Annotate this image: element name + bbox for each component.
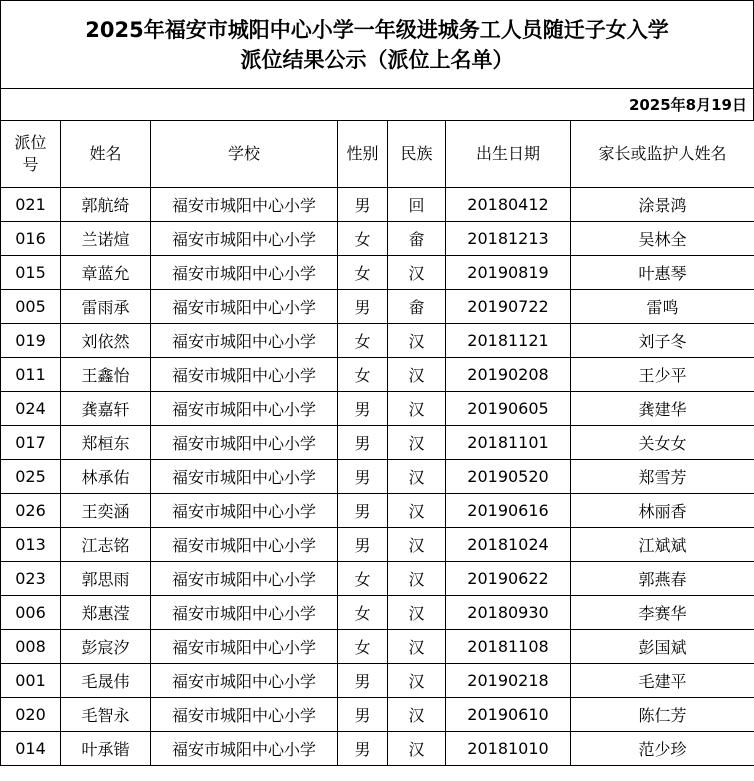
cell-ethnicity: 汉 bbox=[388, 630, 446, 664]
cell-lottery-number: 001 bbox=[1, 664, 61, 698]
cell-name: 彭宸汐 bbox=[61, 630, 151, 664]
cell-lottery-number: 011 bbox=[1, 358, 61, 392]
cell-sex: 男 bbox=[338, 460, 388, 494]
table-row bbox=[1, 664, 754, 698]
table-row bbox=[1, 256, 754, 290]
cell-ethnicity: 汉 bbox=[388, 562, 446, 596]
cell-school: 福安市城阳中心小学 bbox=[151, 460, 338, 494]
cell-school: 福安市城阳中心小学 bbox=[151, 596, 338, 630]
cell-lottery-number: 016 bbox=[1, 222, 61, 256]
cell-ethnicity: 汉 bbox=[388, 358, 446, 392]
cell-birth-date: 20181024 bbox=[446, 528, 571, 562]
cell-sex: 女 bbox=[338, 358, 388, 392]
cell-sex: 男 bbox=[338, 732, 388, 766]
cell-parent-name: 刘子冬 bbox=[571, 324, 754, 358]
cell-sex: 男 bbox=[338, 426, 388, 460]
title-line-1: 2025年福安市城阳中心小学一年级进城务工人员随迁子女入学 bbox=[85, 18, 669, 42]
header-school: 学校 bbox=[151, 121, 338, 188]
cell-parent-name: 林丽香 bbox=[571, 494, 754, 528]
cell-sex: 女 bbox=[338, 324, 388, 358]
table-row bbox=[1, 358, 754, 392]
cell-ethnicity: 汉 bbox=[388, 596, 446, 630]
cell-school: 福安市城阳中心小学 bbox=[151, 562, 338, 596]
cell-parent-name: 关女女 bbox=[571, 426, 754, 460]
cell-birth-date: 20190819 bbox=[446, 256, 571, 290]
table-row bbox=[1, 324, 754, 358]
cell-name: 王奕涵 bbox=[61, 494, 151, 528]
cell-name: 林承佑 bbox=[61, 460, 151, 494]
cell-ethnicity: 汉 bbox=[388, 732, 446, 766]
cell-lottery-number: 025 bbox=[1, 460, 61, 494]
cell-birth-date: 20190616 bbox=[446, 494, 571, 528]
cell-parent-name: 叶惠琴 bbox=[571, 256, 754, 290]
cell-lottery-number: 020 bbox=[1, 698, 61, 732]
cell-school: 福安市城阳中心小学 bbox=[151, 358, 338, 392]
cell-lottery-number: 021 bbox=[1, 188, 61, 222]
cell-ethnicity: 汉 bbox=[388, 256, 446, 290]
cell-sex: 男 bbox=[338, 188, 388, 222]
table-row bbox=[1, 426, 754, 460]
cell-name: 郭思雨 bbox=[61, 562, 151, 596]
header-parent-name: 家长或监护人姓名 bbox=[571, 121, 754, 188]
cell-lottery-number: 013 bbox=[1, 528, 61, 562]
cell-ethnicity: 汉 bbox=[388, 528, 446, 562]
cell-lottery-number: 026 bbox=[1, 494, 61, 528]
cell-parent-name: 吴林全 bbox=[571, 222, 754, 256]
cell-lottery-number: 014 bbox=[1, 732, 61, 766]
cell-ethnicity: 汉 bbox=[388, 698, 446, 732]
result-table bbox=[0, 120, 754, 766]
cell-birth-date: 20190208 bbox=[446, 358, 571, 392]
cell-ethnicity: 汉 bbox=[388, 426, 446, 460]
cell-parent-name: 郭燕春 bbox=[571, 562, 754, 596]
cell-birth-date: 20181121 bbox=[446, 324, 571, 358]
cell-parent-name: 郑雪芳 bbox=[571, 460, 754, 494]
cell-parent-name: 涂景鸿 bbox=[571, 188, 754, 222]
cell-name: 刘依然 bbox=[61, 324, 151, 358]
cell-name: 郑桓东 bbox=[61, 426, 151, 460]
cell-ethnicity: 汉 bbox=[388, 392, 446, 426]
cell-birth-date: 20180930 bbox=[446, 596, 571, 630]
cell-birth-date: 20181101 bbox=[446, 426, 571, 460]
cell-name: 郭航绮 bbox=[61, 188, 151, 222]
cell-parent-name: 江斌斌 bbox=[571, 528, 754, 562]
cell-birth-date: 20190520 bbox=[446, 460, 571, 494]
cell-lottery-number: 015 bbox=[1, 256, 61, 290]
cell-ethnicity: 汉 bbox=[388, 324, 446, 358]
cell-sex: 女 bbox=[338, 596, 388, 630]
table-row bbox=[1, 630, 754, 664]
cell-school: 福安市城阳中心小学 bbox=[151, 188, 338, 222]
cell-school: 福安市城阳中心小学 bbox=[151, 528, 338, 562]
cell-name: 雷雨承 bbox=[61, 290, 151, 324]
cell-birth-date: 20190605 bbox=[446, 392, 571, 426]
cell-birth-date: 20181213 bbox=[446, 222, 571, 256]
cell-sex: 女 bbox=[338, 630, 388, 664]
table-row bbox=[1, 596, 754, 630]
table-row bbox=[1, 460, 754, 494]
cell-school: 福安市城阳中心小学 bbox=[151, 256, 338, 290]
cell-ethnicity: 汉 bbox=[388, 494, 446, 528]
cell-lottery-number: 008 bbox=[1, 630, 61, 664]
cell-birth-date: 20190622 bbox=[446, 562, 571, 596]
cell-ethnicity: 畲 bbox=[388, 290, 446, 324]
title-line-2: 派位结果公示（派位上名单） bbox=[240, 48, 514, 72]
cell-parent-name: 王少平 bbox=[571, 358, 754, 392]
table-row bbox=[1, 562, 754, 596]
cell-birth-date: 20181010 bbox=[446, 732, 571, 766]
publish-date: 2025年8月19日 bbox=[628, 96, 747, 114]
table-body bbox=[1, 188, 754, 766]
cell-ethnicity: 汉 bbox=[388, 460, 446, 494]
table-row bbox=[1, 222, 754, 256]
header-lottery-number: 派位 号 bbox=[1, 121, 61, 188]
cell-name: 王鑫怡 bbox=[61, 358, 151, 392]
cell-name: 江志铭 bbox=[61, 528, 151, 562]
cell-birth-date: 20190218 bbox=[446, 664, 571, 698]
cell-parent-name: 毛建平 bbox=[571, 664, 754, 698]
cell-birth-date: 20190722 bbox=[446, 290, 571, 324]
cell-lottery-number: 017 bbox=[1, 426, 61, 460]
cell-lottery-number: 019 bbox=[1, 324, 61, 358]
cell-name: 叶承锴 bbox=[61, 732, 151, 766]
cell-ethnicity: 汉 bbox=[388, 664, 446, 698]
cell-sex: 女 bbox=[338, 222, 388, 256]
table-row bbox=[1, 698, 754, 732]
table-row bbox=[1, 188, 754, 222]
cell-name: 毛智永 bbox=[61, 698, 151, 732]
header-birth-date: 出生日期 bbox=[446, 121, 571, 188]
cell-lottery-number: 005 bbox=[1, 290, 61, 324]
table-row bbox=[1, 392, 754, 426]
cell-ethnicity: 回 bbox=[388, 188, 446, 222]
table-row bbox=[1, 528, 754, 562]
cell-birth-date: 20190610 bbox=[446, 698, 571, 732]
cell-birth-date: 20180412 bbox=[446, 188, 571, 222]
cell-school: 福安市城阳中心小学 bbox=[151, 630, 338, 664]
table-row bbox=[1, 290, 754, 324]
date-row bbox=[0, 88, 754, 120]
cell-sex: 女 bbox=[338, 256, 388, 290]
cell-sex: 男 bbox=[338, 664, 388, 698]
cell-birth-date: 20181108 bbox=[446, 630, 571, 664]
cell-lottery-number: 024 bbox=[1, 392, 61, 426]
cell-sex: 男 bbox=[338, 290, 388, 324]
table-row bbox=[1, 732, 754, 766]
cell-school: 福安市城阳中心小学 bbox=[151, 290, 338, 324]
cell-name: 郑惠滢 bbox=[61, 596, 151, 630]
cell-parent-name: 彭国斌 bbox=[571, 630, 754, 664]
header-name: 姓名 bbox=[61, 121, 151, 188]
cell-sex: 男 bbox=[338, 528, 388, 562]
cell-lottery-number: 006 bbox=[1, 596, 61, 630]
table-row bbox=[1, 494, 754, 528]
cell-school: 福安市城阳中心小学 bbox=[151, 426, 338, 460]
header-ethnicity: 民族 bbox=[388, 121, 446, 188]
cell-parent-name: 陈仁芳 bbox=[571, 698, 754, 732]
cell-ethnicity: 畲 bbox=[388, 222, 446, 256]
title-block bbox=[0, 0, 754, 88]
header-sex: 性别 bbox=[338, 121, 388, 188]
cell-school: 福安市城阳中心小学 bbox=[151, 222, 338, 256]
cell-sex: 男 bbox=[338, 494, 388, 528]
cell-sex: 女 bbox=[338, 562, 388, 596]
cell-school: 福安市城阳中心小学 bbox=[151, 494, 338, 528]
cell-name: 兰诺煊 bbox=[61, 222, 151, 256]
cell-sex: 男 bbox=[338, 392, 388, 426]
cell-parent-name: 李赛华 bbox=[571, 596, 754, 630]
cell-school: 福安市城阳中心小学 bbox=[151, 664, 338, 698]
cell-name: 毛晟伟 bbox=[61, 664, 151, 698]
cell-school: 福安市城阳中心小学 bbox=[151, 324, 338, 358]
cell-school: 福安市城阳中心小学 bbox=[151, 392, 338, 426]
cell-lottery-number: 023 bbox=[1, 562, 61, 596]
cell-name: 龚嘉轩 bbox=[61, 392, 151, 426]
cell-parent-name: 雷鸣 bbox=[571, 290, 754, 324]
cell-name: 章蓝允 bbox=[61, 256, 151, 290]
cell-parent-name: 范少珍 bbox=[571, 732, 754, 766]
table-header-row bbox=[1, 121, 754, 188]
cell-parent-name: 龚建华 bbox=[571, 392, 754, 426]
cell-sex: 男 bbox=[338, 698, 388, 732]
cell-school: 福安市城阳中心小学 bbox=[151, 698, 338, 732]
cell-school: 福安市城阳中心小学 bbox=[151, 732, 338, 766]
